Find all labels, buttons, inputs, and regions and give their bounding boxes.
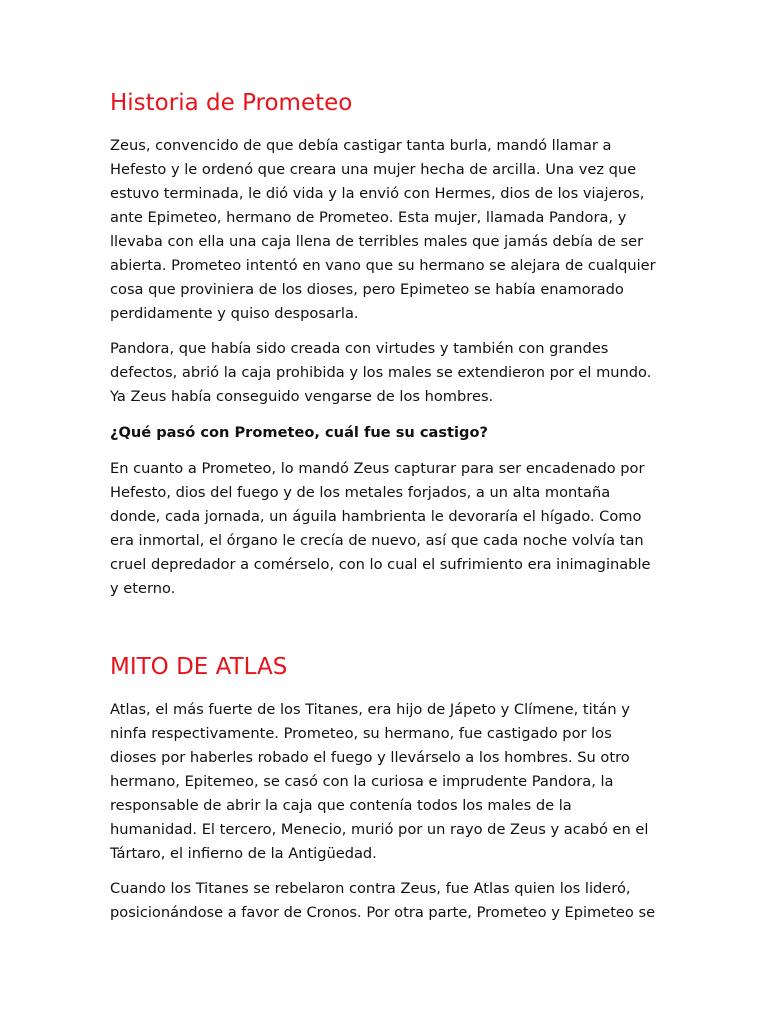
text-line: Hefesto, dios del fuego y de los metales forjados, a un alta montaña: [110, 484, 611, 501]
text-line: abierta. Prometeo intentó en vano que su hermano se alejara de cualquier: [110, 257, 656, 274]
text-line: cosa que proviniera de los dioses, pero Epimeteo se había enamorado: [110, 281, 624, 298]
text-line: ante Epimeteo, hermano de Prometeo. Esta mujer, llamada Pandora, y: [110, 209, 627, 226]
paragraph-prometeo-2: [110, 337, 670, 409]
text-line: Cuando los Titanes se rebelaron contra Zeus, fue Atlas quien los lideró,: [110, 880, 631, 897]
text-line: estuvo terminada, le dió vida y la envió con Hermes, dios de los viajeros,: [110, 185, 645, 202]
text-line: En cuanto a Prometeo, lo mandó Zeus capturar para ser encadenado por: [110, 460, 645, 477]
text-line: cruel depredador a comérselo, con lo cual el sufrimiento era inimaginable: [110, 556, 651, 573]
text-line: Pandora, que había sido creada con virtudes y también con grandes: [110, 340, 609, 357]
text-line: Tártaro, el infierno de la Antigüedad.: [110, 845, 377, 862]
text-line: Atlas, el más fuerte de los Titanes, era hijo de Jápeto y Clímene, titán y: [110, 701, 630, 718]
text-line: era inmortal, el órgano le crecía de nuevo, así que cada noche volvía tan: [110, 532, 644, 549]
text-line: responsable de abrir la caja que contenía todos los males de la: [110, 797, 572, 814]
text-line: ninfa respectivamente. Prometeo, su hermano, fue castigado por los: [110, 725, 612, 742]
text-line: perdidamente y quiso desposarla.: [110, 305, 359, 322]
text-line: Hefesto y le ordenó que creara una mujer hecha de arcilla. Una vez que: [110, 161, 637, 178]
text-line: y eterno.: [110, 580, 176, 597]
paragraph-castigo: [110, 457, 670, 601]
text-line: posicionándose a favor de Cronos. Por otra parte, Prometeo y Epimeteo se: [110, 904, 656, 921]
paragraph-prometeo-1: [110, 134, 670, 326]
text-line: Zeus, convencido de que debía castigar tanta burla, mandó llamar a: [110, 137, 612, 154]
text-line: llevaba con ella una caja llena de terribles males que jamás debía de ser: [110, 233, 644, 250]
text-line: dioses por haberles robado el fuego y llevárselo a los hombres. Su otro: [110, 749, 630, 766]
text-line: hermano, Epitemeo, se casó con la curiosa e imprudente Pandora, la: [110, 773, 614, 790]
section-heading-atlas: MITO DE ATLAS: [110, 654, 288, 680]
paragraph-atlas-1: [110, 698, 670, 866]
text-line: donde, cada jornada, un águila hambrienta le devoraría el hígado. Como: [110, 508, 642, 525]
subheading-castigo: ¿Qué pasó con Prometeo, cuál fue su castigo?: [110, 424, 488, 441]
text-line: humanidad. El tercero, Menecio, murió por un rayo de Zeus y acabó en el: [110, 821, 649, 838]
text-line: defectos, abrió la caja prohibida y los males se extendieron por el mundo.: [110, 364, 652, 381]
text-line: Ya Zeus había conseguido vengarse de los hombres.: [110, 388, 494, 405]
paragraph-atlas-2: [110, 877, 670, 925]
section-heading-prometeo: Historia de Prometeo: [110, 90, 353, 116]
